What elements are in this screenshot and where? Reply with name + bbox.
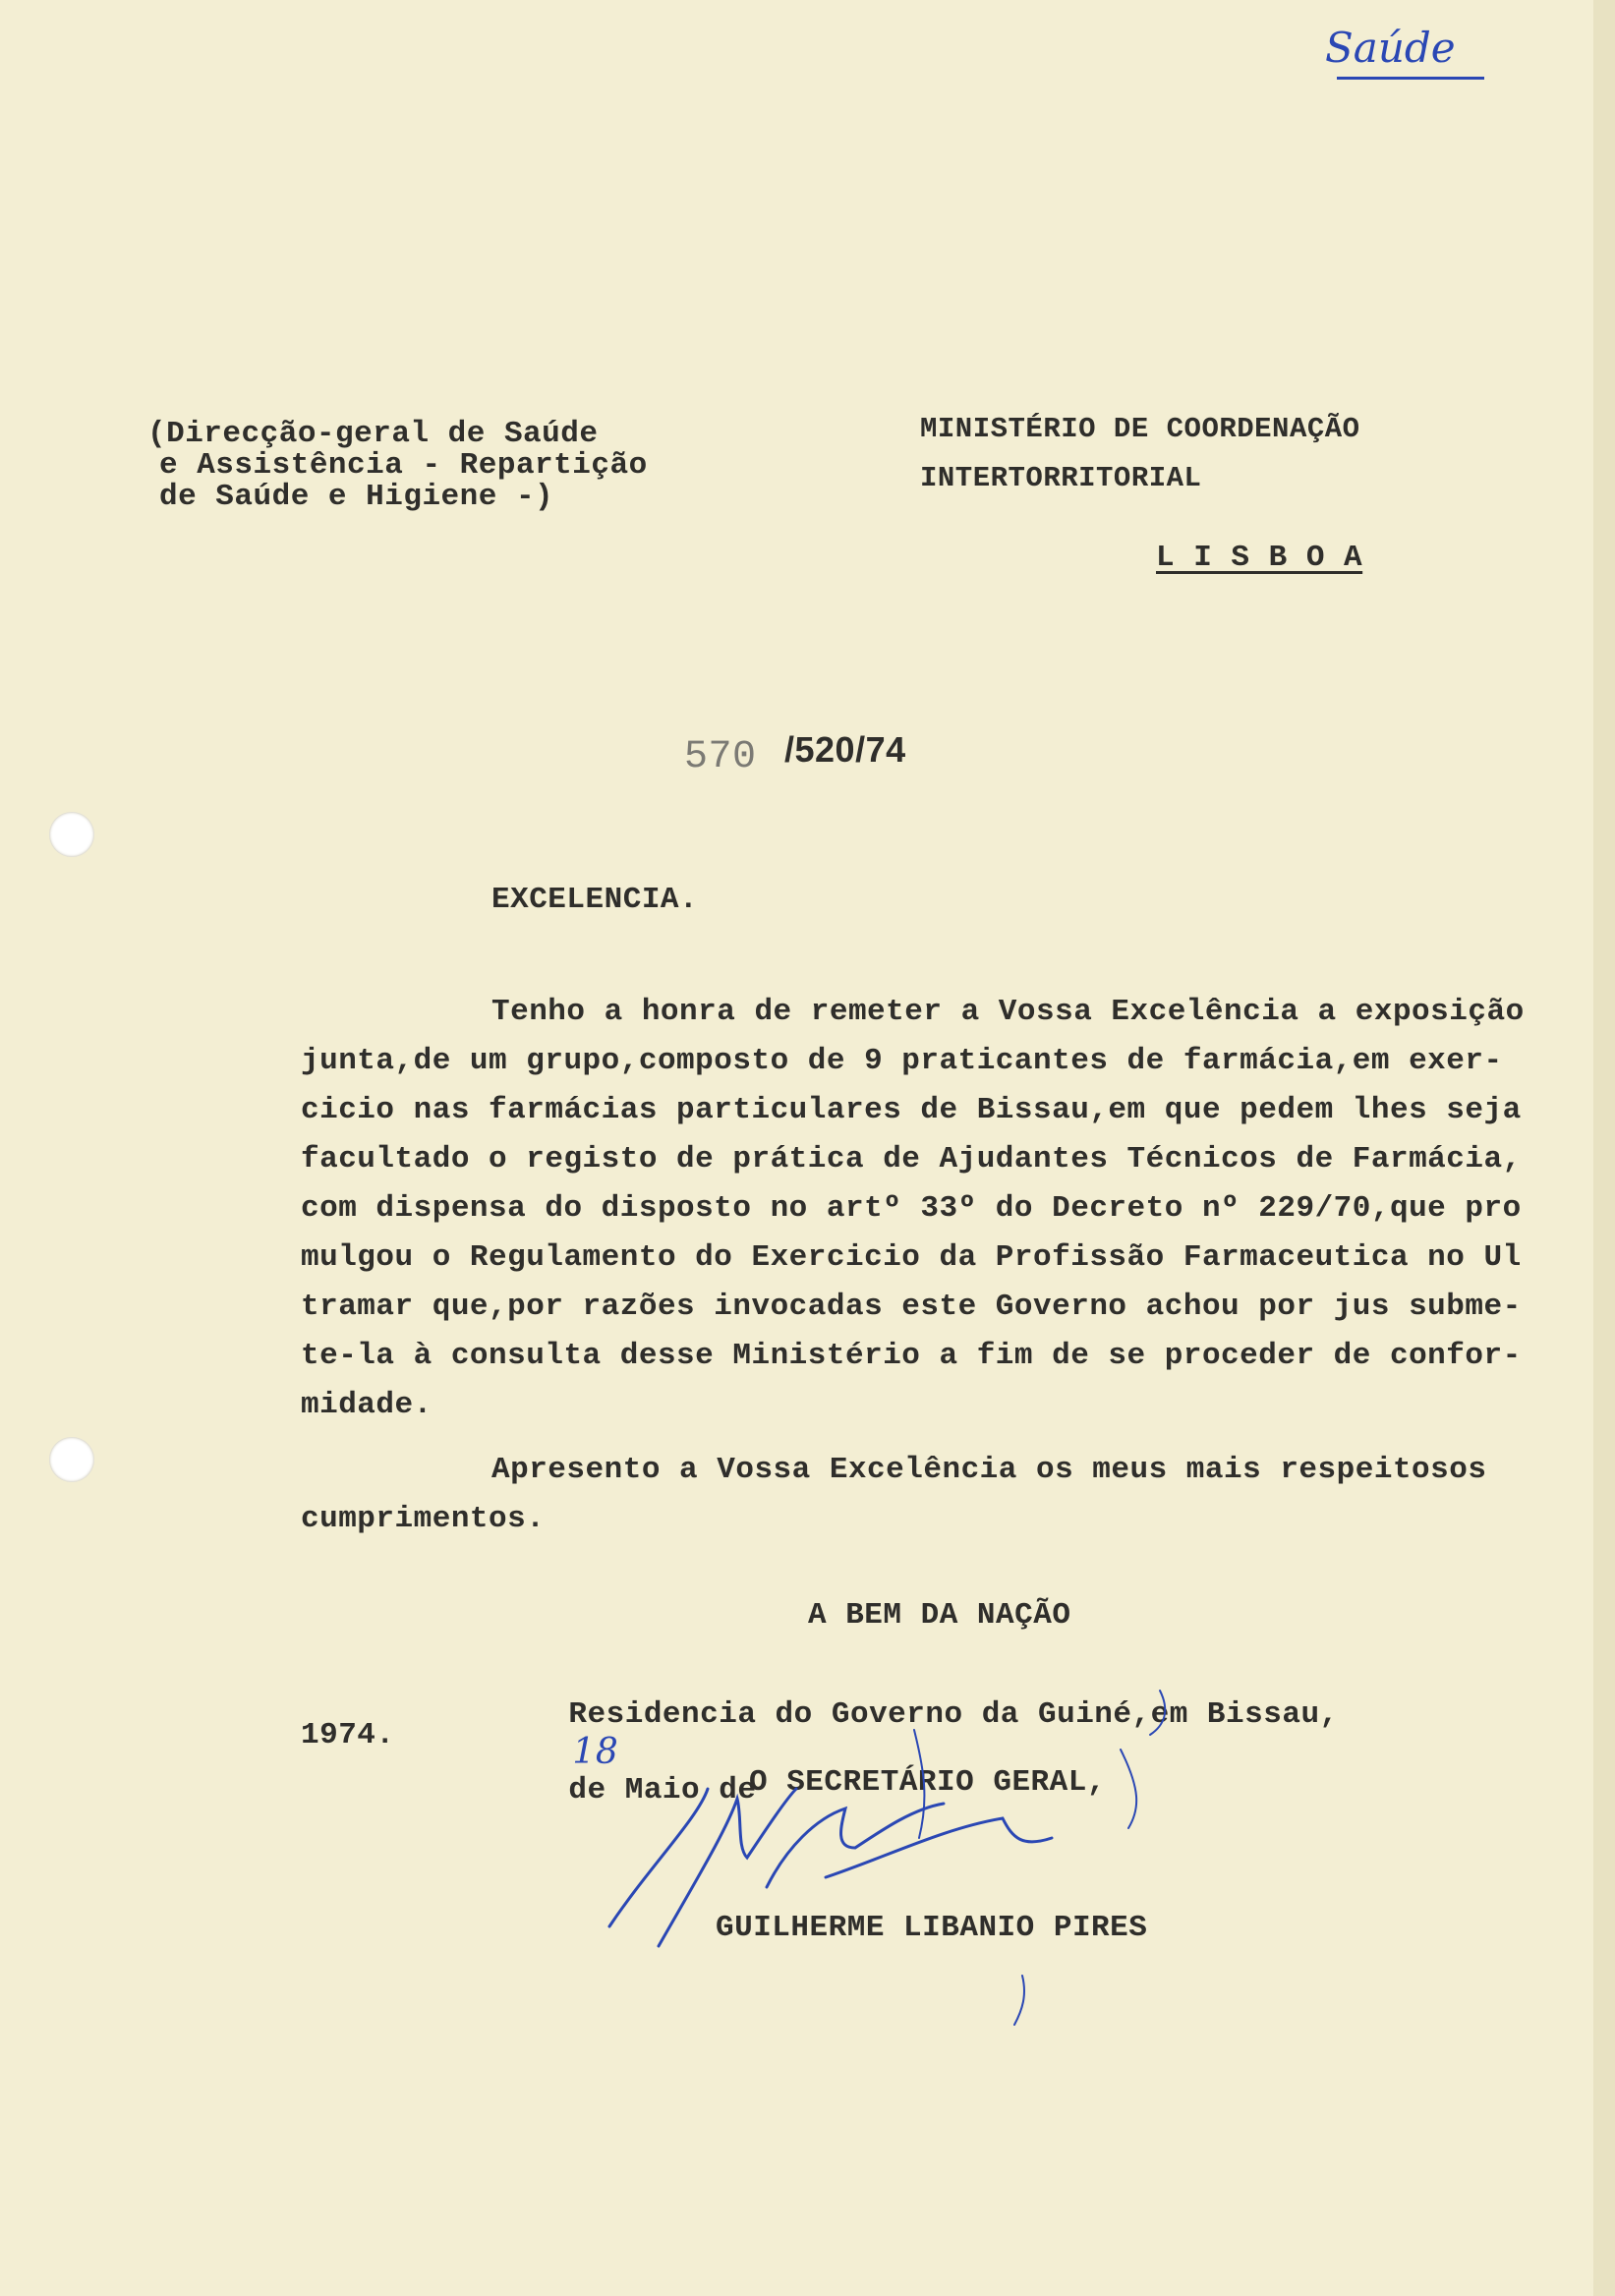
signatory-name: GUILHERME LIBANIO PIRES <box>716 1911 1148 1945</box>
body-line: facultado o registo de prática de Ajudantes Técnicos de Farmácia, <box>301 1142 1522 1177</box>
body-line: Apresento a Vossa Excelência os meus mais respeitosos <box>491 1453 1487 1487</box>
signature-stroke <box>826 1818 1052 1877</box>
sender-line-2: e Assistência - Repartição <box>159 448 648 483</box>
signature-stroke <box>1121 1750 1136 1828</box>
signature-stroke <box>609 1789 708 1926</box>
body-line: mulgou o Regulamento do Exercicio da Profissão Farmaceutica no Ul <box>301 1240 1522 1275</box>
recipient-city: L I S B O A <box>1156 541 1363 575</box>
handwritten-annotation: Saúde <box>1325 24 1456 72</box>
place-date-month: de Maio de <box>568 1773 757 1808</box>
body-line: tramar que,por razões invocadas este Governo achou por jus subme- <box>301 1290 1522 1324</box>
body-line: midade. <box>301 1388 433 1422</box>
date-year: 1974. <box>301 1718 395 1752</box>
recipient-line-2: INTERTORRITORIAL <box>920 462 1202 494</box>
motto: A BEM DA NAÇÃO <box>808 1598 1071 1633</box>
signature-stroke <box>914 1730 924 1838</box>
punch-hole <box>49 812 94 857</box>
paper-edge <box>1593 0 1615 2296</box>
sender-line-1: (Direcção-geral de Saúde <box>147 417 599 451</box>
body-line: te-la à consulta desse Ministério a fim de se proceder de confor- <box>301 1339 1522 1373</box>
handwritten-signature <box>590 1710 1258 2035</box>
handwritten-day: 18 <box>572 1732 619 1772</box>
punch-hole <box>49 1437 94 1482</box>
signature-stroke <box>1014 1976 1024 2025</box>
body-line: junta,de um grupo,composto de 9 praticantes de farmácia,em exer- <box>301 1044 1503 1078</box>
body-line: cicio nas farmácias particulares de Bissau,em que pedem lhes seja <box>301 1093 1522 1127</box>
annotation-underline <box>1337 77 1484 80</box>
reference-code: /520/74 <box>784 729 906 770</box>
place-date-text: Residencia do Governo da Guiné,em Bissau, <box>568 1697 1339 1732</box>
signature-stroke <box>767 1804 944 1887</box>
body-line: com dispensa do disposto no artº 33º do Decreto nº 229/70,que pro <box>301 1191 1522 1226</box>
recipient-line-1: MINISTÉRIO DE COORDENAÇÃO <box>920 413 1360 445</box>
salutation: EXCELENCIA. <box>491 883 699 917</box>
sender-line-3: de Saúde e Higiene -) <box>159 480 554 514</box>
signatory-title: O SECRETÁRIO GERAL, <box>749 1765 1106 1800</box>
body-line: Tenho a honra de remeter a Vossa Excelência a exposição <box>491 995 1525 1029</box>
body-line: cumprimentos. <box>301 1502 546 1536</box>
stamped-number: 570 <box>684 735 757 779</box>
